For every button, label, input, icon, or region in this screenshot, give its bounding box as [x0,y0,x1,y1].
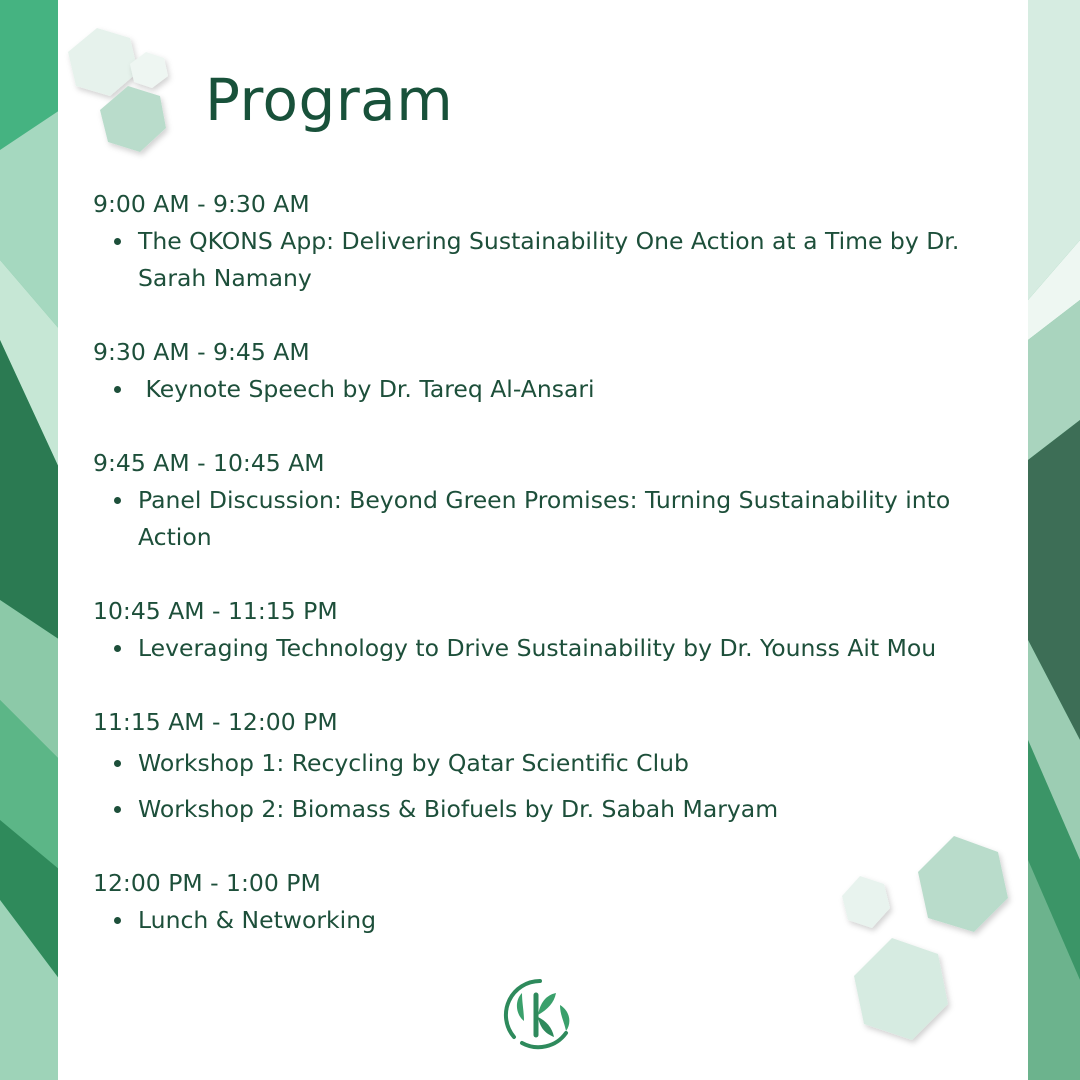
slot-items [93,745,1003,828]
list-item: Workshop 2: Biomass & Biofuels by Dr. Sabah Maryam [138,791,1003,828]
slot-items [93,482,1003,556]
slot-time: 9:00 AM - 9:30 AM [93,190,310,218]
schedule-slot [93,334,1003,408]
leaf-k-logo-icon [500,975,580,1055]
slot-time: 12:00 PM - 1:00 PM [93,869,321,897]
list-item: Keynote Speech by Dr. Tareq Al-Ansari [138,371,1003,408]
schedule-slot [93,593,1003,667]
slot-time: 9:30 AM - 9:45 AM [93,338,310,366]
schedule-slot [93,445,1003,556]
list-item: Lunch & Networking [138,902,1003,939]
slot-time: 9:45 AM - 10:45 AM [93,449,325,477]
slot-items [93,630,1003,667]
list-item: Leveraging Technology to Drive Sustainability by Dr. Younss Ait Mou [138,630,1003,667]
page-title: Program [205,66,454,134]
schedule-list [93,186,1003,976]
list-item: Panel Discussion: Beyond Green Promises: Turning Sustainability into Action [138,482,1003,556]
slot-items [93,902,1003,939]
list-item: Workshop 1: Recycling by Qatar Scientific Club [138,745,1003,782]
schedule-slot [93,865,1003,939]
list-item: The QKONS App: Delivering Sustainability One Action at a Time by Dr. Sarah Namany [138,223,1003,297]
slot-items [93,371,1003,408]
slot-time: 11:15 AM - 12:00 PM [93,708,338,736]
slot-items [93,223,1003,297]
schedule-slot [93,186,1003,297]
schedule-slot [93,704,1003,828]
slot-time: 10:45 AM - 11:15 PM [93,597,338,625]
